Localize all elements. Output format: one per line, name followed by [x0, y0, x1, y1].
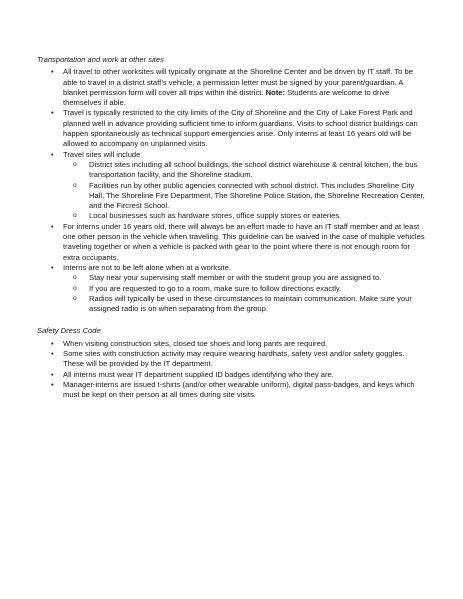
bullet-text: All travel to other worksites will typically originate at the Shoreline Center and be driven by IT staff. To be able to travel in a district staff’s vehicle, a permission letter must be signed by your parent/guardian. A blanket permission form will cover all trips within the district.: [63, 67, 413, 97]
bullet-marker: •: [51, 379, 54, 389]
worksite-rules-sublist: [63, 273, 427, 314]
sub-list-item: [63, 181, 427, 212]
bullet-text: Manager-interns are issued t-shirts (and/or other wearable uniform), digital pass-badges, and keys which must be kept on their person at all times during site visits.: [63, 379, 415, 400]
section-heading-transportation: Transportation and work at other sites: [37, 55, 164, 64]
sub-list-item: [63, 211, 427, 221]
bullet-text: When visiting construction sites, closed toe shoes and long pants are required.: [63, 338, 328, 348]
list-item: [37, 263, 427, 314]
bullet-marker: •: [51, 67, 54, 77]
bullet-marker: •: [51, 262, 54, 272]
section-transportation: [37, 55, 427, 314]
section-safety-dress-code: [37, 326, 427, 400]
note-label: Note:: [265, 87, 285, 97]
sub-list-item: [63, 160, 427, 181]
list-item: [37, 339, 427, 349]
list-item: [37, 380, 427, 401]
list-item: [37, 222, 427, 263]
sub-bullet-marker: o: [73, 160, 77, 168]
bullet-text: Some sites with construction activity may require wearing hardhats, safety vest and/or safety goggles. These will be provided by the IT department.: [63, 349, 405, 369]
sub-bullet-marker: o: [73, 212, 77, 220]
list-item: [37, 67, 427, 108]
safety-bullet-list: [37, 339, 427, 401]
sub-bullet-text: If you are requested to go to a room, make sure to follow directions exactly.: [89, 283, 342, 293]
sub-bullet-text: Facilities run by other public agencies connected with school district. This includes Shoreline City Hall, The Shoreline Fire Department, The Shoreline Police Station, the Shoreline Recreation Center, and the Fircrest School.: [89, 180, 425, 211]
sub-bullet-text: Stay near your supervising staff member or with the student group you are assigned to.: [89, 273, 382, 283]
bullet-marker: •: [51, 149, 54, 159]
document-content: [37, 55, 427, 401]
transportation-bullet-list: [37, 67, 427, 314]
sub-bullet-text: District sites including all school buildings, the school district warehouse & central kitchen, the bus transportation facility, and the Shoreline stadium.: [89, 159, 418, 180]
sub-list-item: [63, 273, 427, 283]
sub-bullet-text: Radios will typically be used in these circumstances to maintain communication. Make sure your assigned radio is on when separating from the group.: [89, 293, 412, 314]
bullet-text: Students are welcome to drive themselves if able.: [63, 87, 390, 108]
bullet-marker: •: [51, 221, 54, 231]
sub-list-item: [63, 294, 427, 315]
sub-bullet-marker: o: [73, 294, 77, 302]
bullet-marker: •: [51, 338, 54, 348]
section-heading-safety: Safety Dress Code: [37, 326, 101, 336]
bullet-text: Travel is typically restricted to the city limits of the City of Shoreline and the City of Lake Forest Park and planned well in advance providing sufficient time to inform guardians. Visits to school district buildings can happen spontaneously as technical support emergencies arise. Only interns at least 16 years old will be allowed to accompany on unplanned visits.: [63, 108, 418, 149]
bullet-marker: •: [51, 369, 54, 379]
sub-bullet-marker: o: [73, 181, 77, 189]
list-item: [37, 108, 427, 149]
list-item: [37, 150, 427, 222]
sub-list-item: [63, 284, 427, 294]
bullet-marker: •: [51, 349, 54, 359]
sub-bullet-marker: o: [73, 274, 77, 282]
travel-sites-sublist: [63, 160, 427, 222]
bullet-text: For interns under 16 years old, there will always be an effort made to have an IT staff member and at least one other person in the vehicle when traveling. This guideline can be waived in the case of multiple vehicles traveling together or when a vehicle is packed with gear to the point where there is not enough room for extra occupants.: [63, 221, 425, 262]
sub-bullet-marker: o: [73, 284, 77, 292]
list-item: [37, 349, 427, 370]
sub-bullet-text: Local businesses such as hardware stores, office supply stores or eateries.: [89, 211, 342, 221]
bullet-text: Travel sites will include: [63, 149, 141, 159]
bullet-text: Interns are not to be left alone when at a worksite.: [63, 262, 232, 272]
bullet-marker: •: [51, 108, 54, 118]
list-item: [37, 370, 427, 380]
bullet-text: All interns must wear IT department supplied ID badges identifying who they are.: [63, 369, 334, 379]
